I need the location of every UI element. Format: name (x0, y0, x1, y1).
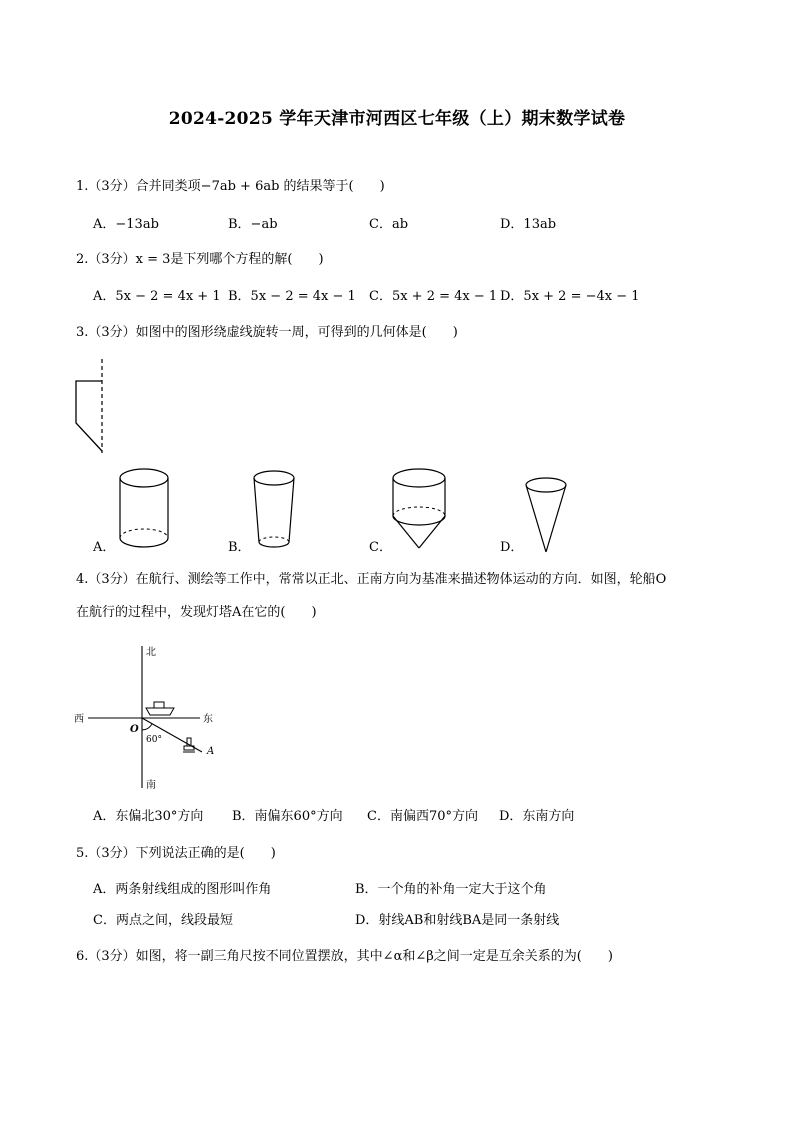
question-2-option-a: A．5x − 2 = 4x + 1 (93, 289, 221, 304)
question-4-stem-line-2: 在航行的过程中，发现灯塔A在它的( ) (76, 605, 317, 620)
question-5-option-c: C．两点之间，线段最短 (93, 913, 233, 928)
ship-icon (146, 702, 174, 715)
cylinder-option-a-figure (116, 466, 172, 552)
question-1-stem: 1.（3分）合并同类项−7ab + 6ab 的结果等于( ) (76, 179, 385, 194)
question-5-option-b: B．一个角的补角一定大于这个角 (355, 882, 547, 897)
question-5-option-d: D．射线AB和射线BA是同一条射线 (355, 913, 560, 928)
question-3-option-c: C． (369, 540, 392, 555)
question-4-option-d: D．东南方向 (499, 809, 575, 824)
question-3-option-a: A． (93, 540, 116, 555)
north-label: 北 (146, 647, 156, 658)
question-1-option-c: C．ab (369, 217, 409, 232)
angle-label: 60° (146, 735, 162, 745)
question-6-stem: 6.（3分）如图，将一副三角尺按不同位置摆放，其中∠α和∠β之间一定是互余关系的为( ) (76, 949, 613, 964)
compass-direction-figure (74, 642, 224, 792)
question-3-stem: 3.（3分）如图中的图形绕虚线旋转一周，可得到的几何体是( ) (76, 325, 458, 340)
cylinder-cone-option-c-figure (389, 466, 449, 554)
rotation-shape-figure (74, 357, 114, 457)
question-4-option-c: C．南偏西70°方向 (367, 809, 478, 824)
cone-option-d-figure (521, 474, 571, 556)
question-2-option-c: C．5x + 2 = 4x − 1 (369, 289, 498, 304)
page-title: 2024-2025 学年天津市河西区七年级（上）期末数学试卷 (168, 109, 626, 129)
question-2-stem: 2.（3分）x = 3是下列哪个方程的解( ) (76, 252, 324, 267)
question-2-option-d: D．5x + 2 = −4x − 1 (500, 289, 640, 304)
question-3-option-b: B． (228, 540, 251, 555)
point-o-label: O (130, 724, 139, 735)
east-label: 东 (203, 714, 213, 725)
question-3-option-d: D． (500, 540, 524, 555)
south-label: 南 (146, 780, 156, 791)
question-4-option-a: A．东偏北30°方向 (93, 809, 204, 824)
question-1-option-a: A．−13ab (93, 217, 159, 232)
question-1-option-b: B．−ab (228, 217, 278, 232)
question-5-stem: 5.（3分）下列说法正确的是( ) (76, 846, 276, 861)
cup-option-b-figure (250, 466, 298, 552)
question-4-option-b: B．南偏东60°方向 (232, 809, 343, 824)
west-label: 西 (74, 714, 84, 725)
question-5-option-a: A．两条射线组成的图形叫作角 (93, 882, 272, 897)
question-1-option-d: D．13ab (500, 217, 557, 232)
question-2-option-b: B．5x − 2 = 4x − 1 (228, 289, 356, 304)
question-4-stem-line-1: 4.（3分）在航行、测绘等工作中，常常以正北、正南方向为基准来描述物体运动的方向．如图，轮船O (76, 572, 667, 587)
point-a-label: A (207, 746, 215, 757)
